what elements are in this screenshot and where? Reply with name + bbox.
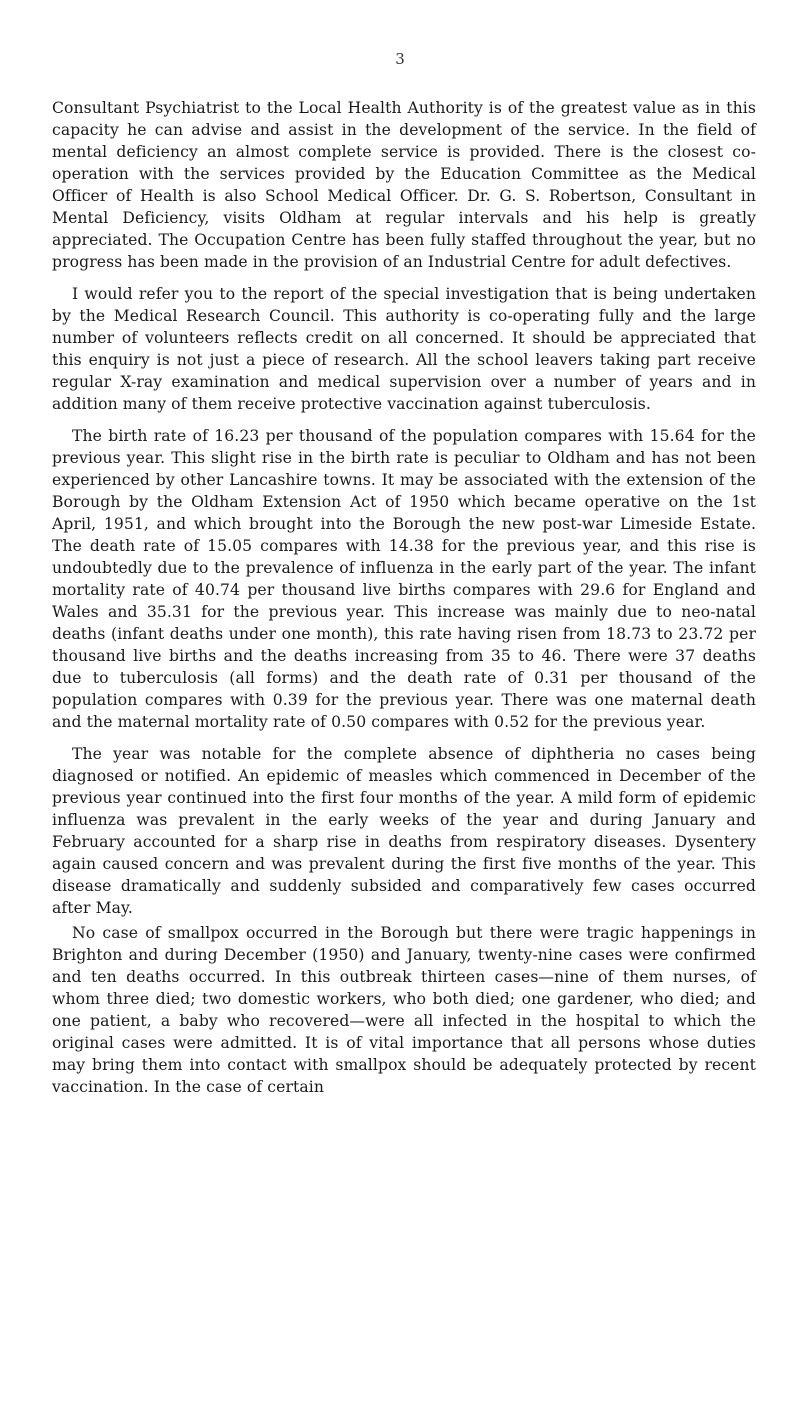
paragraph-medical-research: I would refer you to the report of the special investigation that is being undertaken by the Medical Research Council. This authority is co-operating fully and the large number of volunteers reflects credit on all concerned. It should be appreciated that this enquiry is not just a piece of research. All the school leavers taking part receive regular X-ray examination and medical supervision over a number of years and in addition many of them receive protective vaccination against tuberculosis. [52,285,756,413]
paragraph-vital-statistics: The birth rate of 16.23 per thousand of the population compares with 15.64 for the previous year. This slight rise in the birth rate is peculiar to Oldham and has not been experienced by other Lancashire towns. It may be associated with the extension of the Borough by the Oldham Extension Act of 1950 which became operative on the 1st April, 1951, and which brought into the Borough the new post-war Limeside Estate. The death rate of 15.05 compares with 14.38 for the previous year, and this rise is undoubtedly due to the prevalence of influenza in the early part of the year. The infant mortality rate of 40.74 per thousand live births compares with 29.6 for England and Wales and 35.31 for the previous year. This increase was mainly due to neo-natal deaths (infant deaths under one month), this rate having risen from 18.73 to 23.72 per thousand live births and the deaths increasing from 35 to 46. There were 37 deaths due to tuberculosis (all forms) and the death rate of 0.31 per thousand of the population compares with 0.39 for the previous year. There was one maternal death and the maternal mortality rate of 0.50 compares with 0.52 for the previous year. [52,427,756,731]
document-body [52,97,756,1108]
page-number: 3 [395,50,405,68]
paragraph-infectious-diseases: The year was notable for the complete absence of diphtheria no cases being diagnosed or notified. An epidemic of measles which commenced in December of the previous year continued into the first four months of the year. A mild form of epidemic influenza was prevalent in the early weeks of the year and during January and February accounted for a sharp rise in deaths from respiratory diseases. Dysentery again caused concern and was prevalent during the first five months of the year. This disease dramatically and suddenly subsided and comparatively few cases occurred after May. [52,745,756,917]
paragraph-mental-health: Consultant Psychiatrist to the Local Health Authority is of the greatest value as in this capacity he can advise and assist in the development of the service. In the field of mental deficiency an almost complete service is provided. There is the closest co-operation with the services provided by the Education Committee as the Medical Officer of Health is also School Medical Officer. Dr. G. S. Robertson, Consultant in Mental Deficiency, visits Oldham at regular intervals and his help is greatly appreciated. The Occupation Centre has been fully staffed throughout the year, but no progress has been made in the provision of an Industrial Centre for adult defectives. [52,99,756,271]
paragraph-smallpox: No case of smallpox occurred in the Borough but there were tragic happenings in Brighton and during December (1950) and January, twenty-nine cases were confirmed and ten deaths occurred. In this outbreak thirteen cases—nine of them nurses, of whom three died; two domestic workers, who both died; one gardener, who died; and one patient, a baby who recovered—were all infected in the hospital to which the original cases were admitted. It is of vital importance that all persons whose duties may bring them into contact with smallpox should be adequately protected by recent vaccination. In the case of certain [52,924,756,1096]
